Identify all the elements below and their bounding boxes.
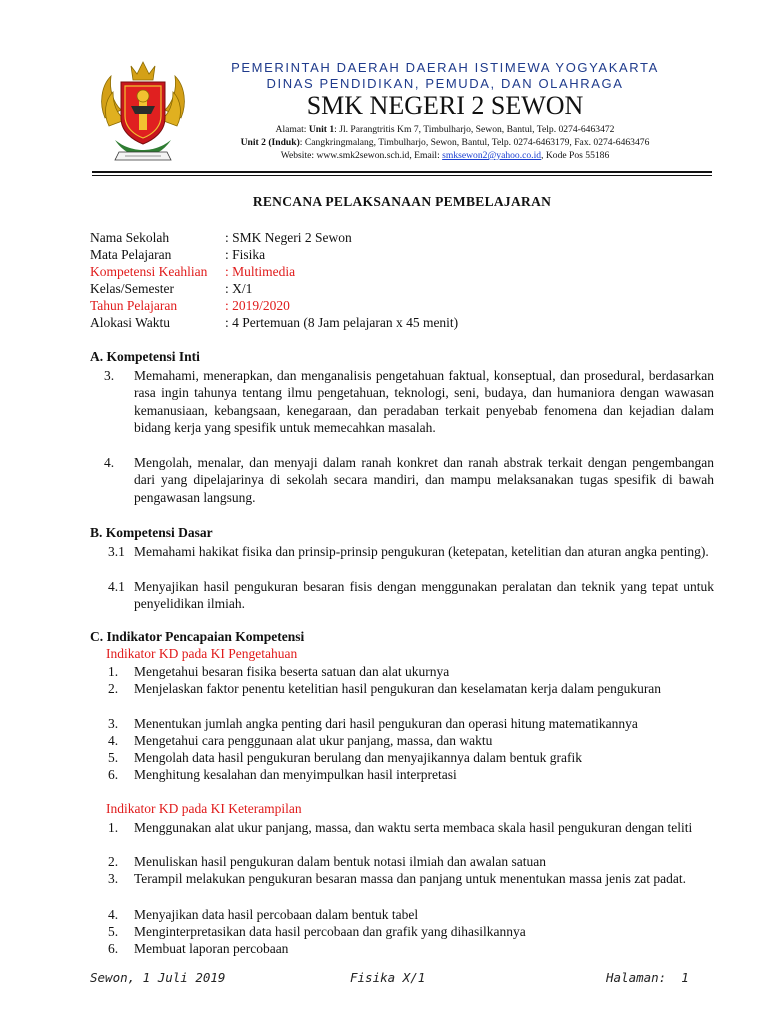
identity-row	[90, 314, 458, 331]
list-number: 4.	[104, 455, 115, 470]
list-number: 4.1	[108, 579, 125, 594]
section-b-heading: B. Kompetensi Dasar	[90, 525, 213, 540]
address-prefix: Alamat:	[275, 124, 309, 135]
list-item: Menghitung kesalahan dan menyimpulkan hasil interpretasi	[134, 767, 457, 782]
list-item: Menyajikan data hasil percobaan dalam bentuk tabel	[134, 907, 419, 922]
address-unit1	[200, 124, 690, 135]
list-number: 3.	[108, 716, 119, 731]
list-item: Memahami, menerapkan, dan menganalisis pengetahuan faktual, konseptual, dan prosedural, berdasarkan rasa ingin tahunya tentang ilmu pengetahuan, teknologi, seni, budaya, dan humaniora dengan wawasan kemanusiaan, kebangsaan, kenegaraan, dan peradaban terkait penyebab fenomena dan kejadian dalam bidang kerja yang spesifik untuk memecahkan masalah.	[134, 368, 714, 436]
list-item: Menuliskan hasil pengukuran dalam bentuk notasi ilmiah dan awalan satuan	[134, 854, 547, 869]
list-number: 6.	[108, 767, 119, 782]
section-c-heading: C. Indikator Pencapaian Kompetensi	[90, 629, 305, 644]
list-item: Mengetahui cara penggunaan alat ukur panjang, massa, dan waktu	[134, 733, 493, 748]
list-number: 4.	[108, 733, 119, 748]
list-item: Menginterpretasikan data hasil percobaan dan grafik yang dihasilkannya	[134, 924, 526, 939]
identity-row	[90, 297, 290, 314]
list-number: 2.	[108, 854, 119, 869]
list-item: Terampil melakukan pengukuran besaran massa dan panjang untuk menentukan massa jenis zat padat.	[134, 871, 686, 886]
list-item: Membuat laporan percobaan	[134, 941, 289, 956]
list-number: 4.	[108, 907, 119, 922]
identity-value: : SMK Negeri 2 Sewon	[225, 230, 352, 245]
list-item: Mengolah, menalar, dan menyaji dalam ranah konkret dan ranah abstrak terkait dengan pengembangan dari yang dipelajarinya di sekolah secara mandiri, dan mampu melaksanakan tugas spesifik di bawah pengawasan langsung.	[134, 455, 714, 505]
list-item: Menjelaskan faktor penentu ketelitian hasil pengukuran dan keselamatan kerja dalam pengukuran	[134, 681, 662, 696]
school-name: SMK NEGERI 2 SEWON	[306, 91, 584, 120]
daerah-istimewa-yogyakarta-emblem-icon	[95, 56, 191, 164]
identity-label: Alokasi Waktu	[90, 315, 171, 330]
website-text: Website: www.smk2sewon.sch.id, Email:	[280, 150, 443, 161]
identity-value: : 4 Pertemuan (8 Jam pelajaran x 45 menit)	[225, 315, 459, 330]
department-line: DINAS PENDIDIKAN, PEMUDA, DAN OLAHRAGA	[266, 76, 624, 91]
list-item: Mengetahui besaran fisika beserta satuan dan alat ukurnya	[134, 664, 450, 679]
list-item: Menentukan jumlah angka penting dari hasil pengukuran dan operasi hitung matematikannya	[134, 716, 638, 731]
list-number: 5.	[108, 924, 119, 939]
identity-label: Kelas/Semester	[90, 281, 174, 296]
contact-line	[200, 150, 690, 161]
identity-value: : Multimedia	[225, 264, 296, 279]
list-item: Mengolah data hasil pengukuran berulang dan menyajikannya dalam bentuk grafik	[134, 750, 582, 765]
identity-row	[90, 229, 352, 246]
section-a-heading: A. Kompetensi Inti	[90, 349, 200, 364]
address-unit2	[200, 137, 690, 148]
identity-value: : X/1	[225, 281, 253, 296]
list-number: 5.	[108, 750, 119, 765]
unit2-label: Unit 2 (Induk)	[240, 137, 300, 148]
list-number: 3.1	[108, 544, 125, 559]
list-number: 1.	[108, 664, 119, 679]
identity-label: Mata Pelajaran	[90, 247, 172, 262]
postal-code: , Kode Pos 55186	[541, 150, 610, 161]
identity-row	[90, 246, 265, 263]
list-item: Memahami hakikat fisika dan prinsip-prinsip pengukuran (ketepatan, ketelitian dan aturan angka penting).	[134, 544, 709, 559]
government-line: PEMERINTAH DAERAH DAERAH ISTIMEWA YOGYAKARTA	[231, 60, 659, 75]
identity-row	[90, 263, 295, 280]
identity-value: : Fisika	[225, 247, 266, 262]
unit2-address: : Cangkringmalang, Timbulharjo, Sewon, Bantul, Telp. 0274-6463179, Fax. 0274-6463476	[299, 137, 650, 148]
list-item: Menyajikan hasil pengukuran besaran fisis dengan menggunakan peralatan dan teknik yang tepat untuk penyelidikan ilmiah.	[134, 579, 714, 612]
identity-label: Tahun Pelajaran	[90, 298, 178, 313]
letterhead-rule-thick	[92, 171, 712, 173]
letterhead-rule-thin	[92, 175, 712, 176]
footer-subject: Fisika X/1	[350, 970, 426, 985]
footer-place-date: Sewon, 1 Juli 2019	[90, 970, 226, 985]
unit1-address: : Jl. Parangtritis Km 7, Timbulharjo, Sewon, Bantul, Telp. 0274-6463472	[334, 124, 615, 135]
identity-label: Nama Sekolah	[90, 230, 170, 245]
indicator-knowledge-heading: Indikator KD pada KI Pengetahuan	[106, 646, 298, 661]
list-number: 6.	[108, 941, 119, 956]
identity-value: : 2019/2020	[225, 298, 290, 313]
list-number: 3.	[108, 871, 119, 886]
list-item: Menggunakan alat ukur panjang, massa, dan waktu serta membaca skala hasil pengukuran dengan teliti	[134, 820, 693, 835]
identity-row	[90, 280, 252, 297]
document-title: RENCANA PELAKSANAAN PEMBELAJARAN	[252, 194, 552, 209]
list-number: 3.	[104, 368, 115, 383]
indicator-skill-heading: Indikator KD pada KI Keterampilan	[106, 801, 302, 816]
list-number: 2.	[108, 681, 119, 696]
email-link[interactable]: smksewon2@yahoo.co.id	[442, 150, 542, 161]
list-number: 1.	[108, 820, 119, 835]
unit1-label: Unit 1	[308, 124, 335, 135]
footer-page-number: Halaman: 1	[606, 970, 689, 985]
identity-label: Kompetensi Keahlian	[90, 264, 208, 279]
